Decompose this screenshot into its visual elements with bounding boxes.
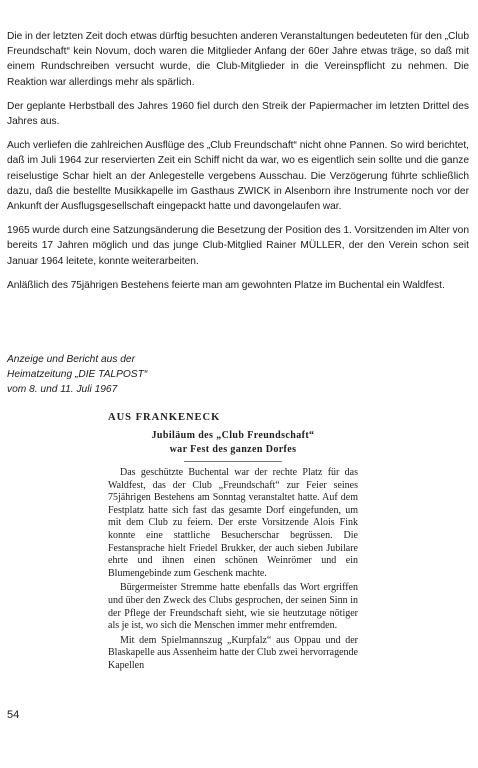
clipping-section-heading: AUS FRANKENECK xyxy=(108,412,221,423)
clipping-paragraph-3: Mit dem Spielmannszug „Kurpfalz“ aus Oppau und der Blaskapelle aus Assenheim hatte der Club zwei hervorragende Kapellen xyxy=(108,634,358,671)
page-number: 54 xyxy=(7,709,20,721)
paragraph-5: Anläßlich des 75jährigen Bestehens feierte man am gewohnten Platze im Buchental ein Waldfest. xyxy=(7,279,445,291)
paragraph-1: Die in der letzten Zeit doch etwas dürftig besuchten anderen Veranstaltungen bedeuteten für den „Club Freundschaft“ kein Novum, doch waren die Mitglieder Anfang der 60er Jahre etwas träge, so daß mit einem Rundschreiben versucht wurde, die Club-Mitglieder in die Vereinspflicht zu nehmen. Die Reaktion war allerdings mehr als spärlich. xyxy=(7,31,469,88)
caption-line-1: Anzeige und Bericht aus der xyxy=(7,354,135,365)
paragraph-4: 1965 wurde durch eine Satzungsänderung die Besetzung der Position des 1. Vorsitzenden im Alter von bereits 17 Jahren möglich und das junge Club-Mitglied Rainer MÜLLER, der den Verein schon seit Januar 1964 leitete, konnte weiterarbeiten. xyxy=(7,225,469,267)
newspaper-clipping xyxy=(108,412,358,673)
clipping-paragraph-2: Bürgermeister Stremme hatte ebenfalls das Wort ergriffen und über den Zweck des Clubs gesprochen, der seinen Sinn in der Pflege der Freundschaft sieht, wie sie heutzutage nötiger als je ist, wo sich die Menschen immer mehr entfremden. xyxy=(108,582,358,632)
main-text xyxy=(7,29,469,302)
caption-line-2: Heimatzeitung „DIE TALPOST“ xyxy=(7,369,148,380)
clipping-title-line-1: Jubiläum des „Club Freundschaft“ xyxy=(151,430,315,441)
clipping-paragraph-1: Das geschützte Buchental war der rechte Platz für das Waldfest, das der Club „Freundschaft“ zur Feier seines 75jährigen Bestehens am Sonntag veranstaltet hatte. Auf dem Festplatz hatte sich fast das gesamte Dorf eingefunden, um mit dem Club zu feiern. Der erste Vorsitzende Alois Fink konnte eine stattliche Besucherschar begrüssen. Die Festansprache hielt Friedel Brukker, der auch sieben Jubilare ehrte und ihnen einen schönen Weinrömer und ein Blumengebinde zum Geschenk machte. xyxy=(108,467,358,579)
clipping-caption xyxy=(7,352,469,397)
paragraph-3: Auch verliefen die zahlreichen Ausflüge des „Club Freundschaft“ nicht ohne Pannen. So wird berichtet, daß im Juli 1964 zur reservierten Zeit ein Schiff nicht da war, wo es eigentlich sein sollte und die ganze reiselustige Schar hielt an der Anlegestelle vergebens Ausschau. Die Verzögerung führte schließlich dazu, daß die bestellte Musikkapelle im Gasthaus ZWICK in Alsenborn ihre Instrumente noch vor der Ankunft der Ausflugsgesellschaft eingepackt hatte und davongelaufen war. xyxy=(7,140,469,213)
clipping-title-line-2: war Fest des ganzen Dorfes xyxy=(169,444,297,455)
caption-line-3: vom 8. und 11. Juli 1967 xyxy=(7,384,118,395)
paragraph-2: Der geplante Herbstball des Jahres 1960 fiel durch den Streik der Papiermacher im letzten Drittel des Jahres aus. xyxy=(7,100,469,128)
clipping-title-rule xyxy=(184,461,282,462)
